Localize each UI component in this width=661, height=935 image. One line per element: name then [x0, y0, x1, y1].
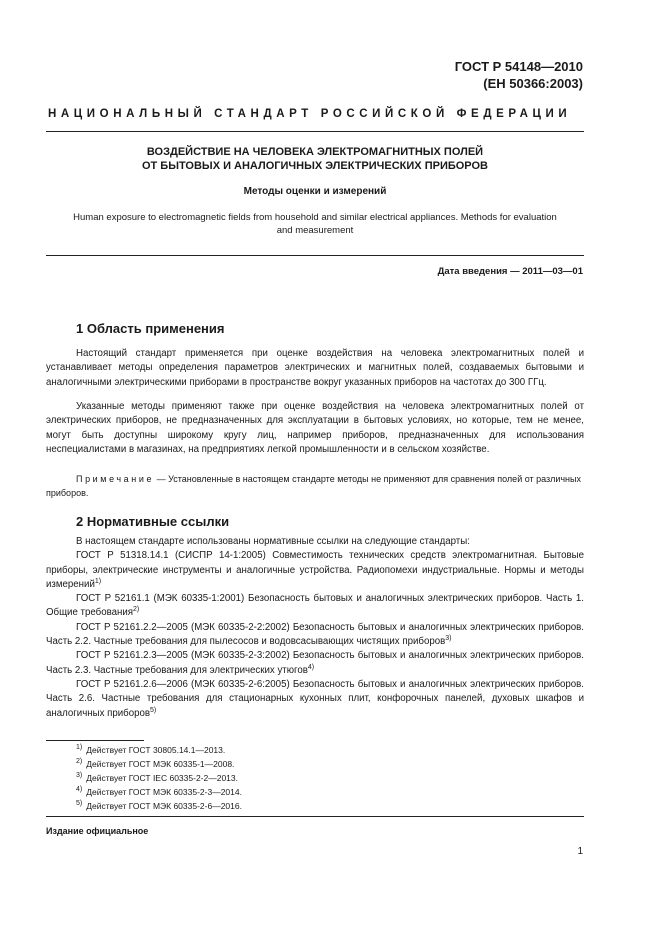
- footnotes: [76, 743, 242, 813]
- reference-text: ГОСТ Р 52161.2.2—2005 (МЭК 60335-2-2:2002) Безопасность бытовых и аналогичных электрических приборов. Часть 2.2. Частные требования для пылесосов и водовсасывающих чистящих приборов: [46, 621, 584, 648]
- header-rule: [46, 131, 584, 132]
- introduction-date: Дата введения — 2011—03—01: [437, 266, 583, 277]
- footnote-text: Действует ГОСТ МЭК 60335-1—2008.: [86, 759, 235, 769]
- en-standard-number: (ЕН 50366:2003): [483, 76, 583, 91]
- reference-text: ГОСТ Р 51318.14.1 (СИСПР 14-1:2005) Совместимость технических средств электромагнитная. Бытовые приборы, электрические инструменты и аналогичные устройства. Радиопомехи индустриальные. Нормы и методы измерений: [46, 550, 584, 590]
- standard-number: ГОСТ Р 54148—2010: [454, 59, 583, 74]
- official-edition-label: Издание официальное: [46, 826, 149, 836]
- footnote: [76, 785, 242, 799]
- footnote-mark: 3): [76, 772, 83, 779]
- footnote-ref-mark[interactable]: 1): [94, 577, 102, 585]
- footnote: [76, 771, 242, 785]
- document-subtitle: Методы оценки и измерений: [243, 186, 387, 197]
- document-title: [46, 145, 584, 173]
- reference-text: ГОСТ Р 52161.1 (МЭК 60335-1:2001) Безопасность бытовых и аналогичных электрических приборов. Часть 1. Общие требования: [46, 593, 584, 619]
- reference-item: [46, 592, 584, 621]
- footnote-ref-mark[interactable]: 2): [133, 606, 140, 614]
- footnote-mark: 2): [76, 758, 83, 765]
- english-title-line-1: Human exposure to electromagnetic fields from household and similar electrical appliances. Methods for evaluation: [73, 212, 557, 223]
- footnote: [76, 757, 242, 771]
- section-1-paragraph-1: Настоящий стандарт применяется при оценке воздействия на человека электромагнитных полей и устанавливает методы определения параметров электрических и магнитных полей, создаваемых бытовыми и аналогичными электрическими приборами в пространстве вокруг указанных приборов на частотах до 300 ГГц.: [46, 348, 584, 388]
- footnote-mark: 5): [76, 800, 83, 807]
- reference-text: ГОСТ Р 52161.2.6—2006 (МЭК 60335-2-6:2005) Безопасность бытовых и аналогичных электрических приборов. Часть 2.6. Частные требования для стационарных кухонных плит, конфорочных панелей, духовых шкафов и аналогичных приборов: [46, 678, 584, 719]
- title-line-2: ОТ БЫТОВЫХ И АНАЛОГИЧНЫХ ЭЛЕКТРИЧЕСКИХ ПРИБОРОВ: [141, 160, 489, 172]
- section-2-heading: 2 Нормативные ссылки: [76, 514, 230, 529]
- section-1-note: [46, 472, 584, 500]
- section-1-paragraph-2: Указанные методы применяют также при оценке воздействия на человека электромагнитных полей от электрических приборов, не предназначенных для эксплуатации в бытовых условиях, но которые, тем не менее, могут быть доступны широкому кругу лиц, например приборов, предназначенных для использования неспециалистами в магазинах, на предприятиях легкой промышленности и в сельском хозяйстве.: [46, 401, 584, 455]
- note-label: Примечание: [76, 474, 155, 484]
- footnote-ref-mark[interactable]: 5): [150, 706, 157, 714]
- reference-item: [46, 549, 584, 592]
- footnote-mark: 1): [76, 744, 83, 751]
- footnote-text: Действует ГОСТ 30805.14.1—2013.: [86, 745, 226, 755]
- national-standard-caption: НАЦИОНАЛЬНЫЙ СТАНДАРТ РОССИЙСКОЙ ФЕДЕРАЦИИ: [48, 108, 572, 120]
- note-text: — Установленные в настоящем стандарте методы не применяют для сравнения полей от различных приборов.: [46, 474, 581, 498]
- footer-rule: [46, 816, 584, 817]
- english-title-line-2: and measurement: [276, 225, 354, 236]
- reference-item: [46, 649, 584, 678]
- footnote-text: Действует ГОСТ МЭК 60335-2-6—2016.: [86, 801, 242, 811]
- footnote: [76, 743, 242, 757]
- reference-item: [46, 621, 584, 650]
- page-number: 1: [577, 846, 583, 857]
- footnote-ref-mark[interactable]: 4): [307, 663, 315, 671]
- section-1-heading: 1 Область применения: [76, 321, 225, 336]
- document-number-block: [455, 58, 583, 92]
- reference-text: ГОСТ Р 52161.2.3—2005 (МЭК 60335-2-3:2002) Безопасность бытовых и аналогичных электрических приборов. Часть 2.3. Частные требования для электрических утюгов: [46, 650, 584, 676]
- footnote-text: Действует ГОСТ IEC 60335-2-2—2013.: [86, 773, 238, 783]
- footnote-text: Действует ГОСТ МЭК 60335-2-3—2014.: [86, 787, 242, 797]
- footnote: [76, 799, 242, 813]
- reference-item: [46, 678, 584, 721]
- references-intro: В настоящем стандарте использованы нормативные ссылки на следующие стандарты:: [76, 536, 470, 547]
- normative-references: [46, 535, 584, 721]
- footnote-ref-mark[interactable]: 3): [445, 635, 452, 643]
- footnote-separator: [46, 740, 144, 741]
- footnote-mark: 4): [76, 786, 83, 793]
- english-title: [46, 211, 584, 237]
- title-rule: [46, 255, 584, 256]
- title-line-1: ВОЗДЕЙСТВИЕ НА ЧЕЛОВЕКА ЭЛЕКТРОМАГНИТНЫХ ПОЛЕЙ: [146, 146, 484, 158]
